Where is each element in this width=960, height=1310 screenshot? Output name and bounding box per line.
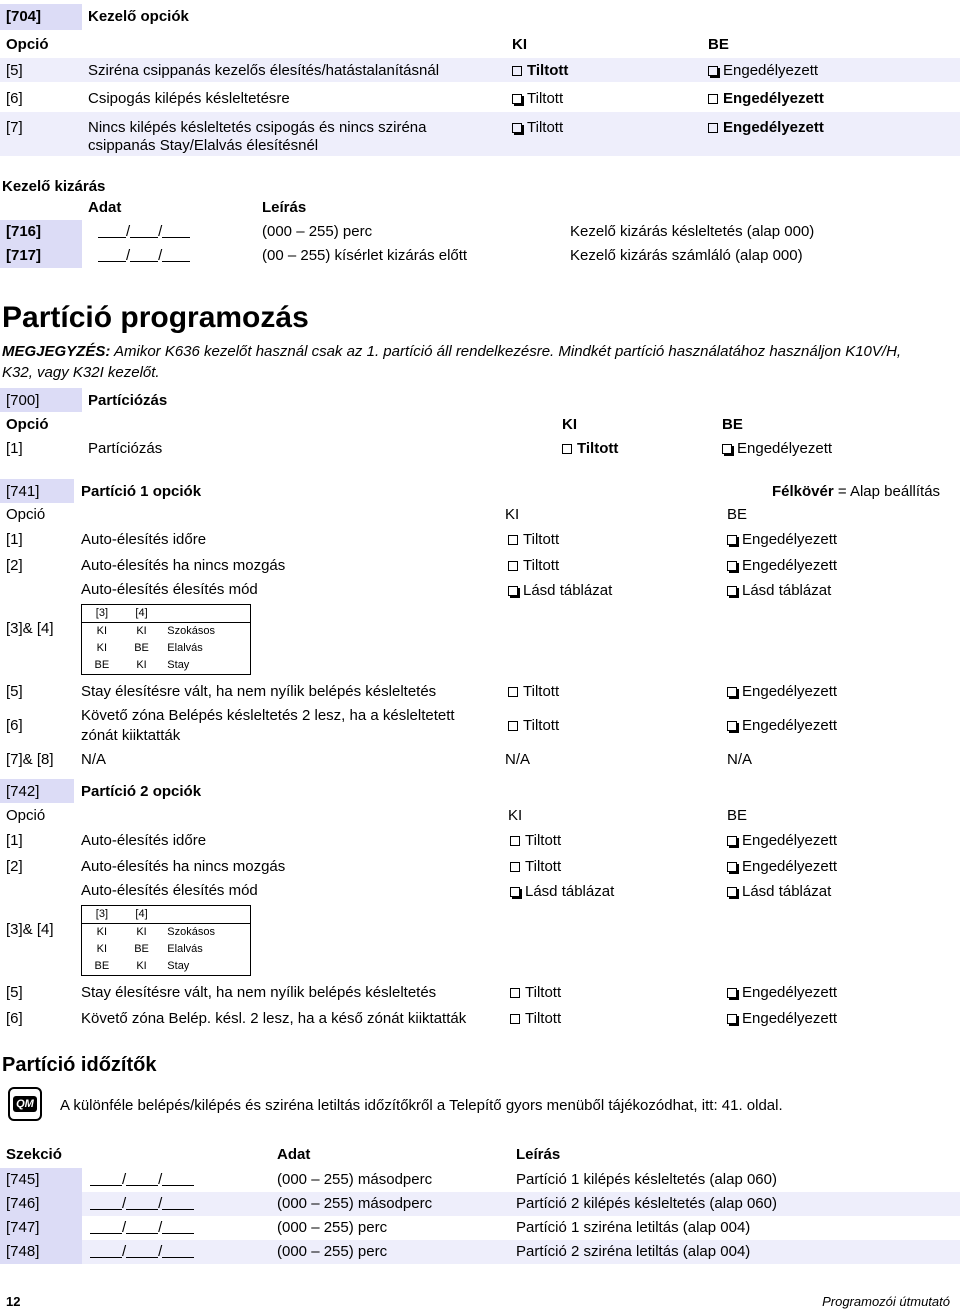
- row-code: [5]: [6, 984, 23, 1001]
- mode-cell: KI: [136, 960, 147, 972]
- row-desc: Követő zóna Belépés késleltetés 2 lesz, ha a késleltetett: [81, 707, 455, 724]
- row-code: [6]: [6, 717, 23, 734]
- col-be: BE: [727, 807, 748, 824]
- page-number: 12: [6, 1294, 21, 1309]
- mode-table-header: [3]: [82, 605, 122, 623]
- checkbox-icon: [727, 887, 737, 897]
- mode-label: Elalvás: [167, 943, 203, 955]
- mode-table: [81, 604, 251, 675]
- row-desc: Kezelő kizárás késleltetés (alap 000): [570, 223, 815, 240]
- col-ki: KI: [512, 36, 527, 53]
- row-desc: Követő zóna Belép. késl. 2 lesz, ha a késő zónát kiiktatták: [81, 1010, 467, 1027]
- option-be[interactable]: Lásd táblázat: [727, 883, 831, 901]
- mode-cell: KI: [136, 625, 147, 637]
- mode-cell: KI: [96, 926, 108, 938]
- data-entry-field[interactable]: / /: [90, 1195, 194, 1213]
- option-ki[interactable]: Tiltott: [510, 984, 561, 1002]
- section-title: Partíciózás: [88, 392, 168, 409]
- row-desc: Sziréna csippanás kezelős élesítés/hatástalanításnál: [88, 62, 440, 79]
- row-desc: Partíció 2 sziréna letiltás (alap 004): [516, 1243, 751, 1260]
- data-range: (000 – 255) perc: [277, 1219, 388, 1236]
- data-range: (00 – 255) kísérlet kizárás előtt: [262, 247, 468, 264]
- mode-table-header: [3]: [82, 906, 122, 924]
- checkbox-icon: [510, 988, 520, 998]
- row-code: [5]: [6, 62, 23, 79]
- checkbox-icon: [727, 586, 737, 596]
- section-code: [746]: [6, 1195, 40, 1212]
- col-option: Opció: [6, 506, 46, 523]
- data-entry-field[interactable]: / /: [98, 247, 190, 265]
- col-ki: KI: [505, 506, 520, 523]
- data-range: (000 – 255) másodperc: [277, 1171, 433, 1188]
- subsection-title: Kezelő kizárás: [2, 178, 106, 195]
- option-be[interactable]: Engedélyezett: [727, 683, 837, 701]
- option-be[interactable]: Engedélyezett: [708, 119, 824, 137]
- mode-label: Elalvás: [167, 642, 203, 654]
- col-option: Opció: [6, 416, 49, 433]
- col-option: Opció: [6, 36, 49, 53]
- checkbox-icon: [508, 687, 518, 697]
- mode-table: [81, 905, 251, 976]
- option-be[interactable]: Engedélyezett: [727, 832, 837, 850]
- option-ki[interactable]: Tiltott: [508, 717, 559, 735]
- checkbox-icon: [510, 862, 520, 872]
- row-desc: Partíció 1 kilépés késleltetés (alap 060): [516, 1171, 777, 1188]
- row-code: [1]: [6, 440, 23, 457]
- col-ki: KI: [508, 807, 523, 824]
- section-code: [747]: [6, 1219, 40, 1236]
- info-text: A különféle belépés/kilépés és sziréna letiltás időzítőkről a Telepítő gyors menüből tájékozódhat, itt: 41. oldal.: [60, 1097, 783, 1114]
- value-ki: N/A: [505, 751, 531, 768]
- row-code: [2]: [6, 858, 23, 875]
- data-range: (000 – 255) perc: [262, 223, 373, 240]
- mode-cell: BE: [134, 943, 149, 955]
- option-ki[interactable]: Tiltott: [510, 832, 561, 850]
- checkbox-icon: [708, 66, 718, 76]
- section-code: [742]: [6, 783, 40, 800]
- mode-cell: BE: [94, 960, 110, 972]
- note-cont: K32, vagy K32I kezelőt.: [2, 364, 160, 381]
- option-ki[interactable]: Tiltott: [562, 440, 618, 458]
- option-be[interactable]: Engedélyezett: [708, 62, 818, 80]
- data-entry-field[interactable]: / /: [90, 1219, 194, 1237]
- checkbox-icon: [508, 561, 518, 571]
- col-be: BE: [722, 416, 743, 433]
- page-heading: Partíció programozás: [2, 301, 309, 334]
- quick-menu-icon: QM: [8, 1087, 42, 1121]
- row-desc: Partíció 2 kilépés késleltetés (alap 060): [516, 1195, 777, 1212]
- legend: Félkövér = Alap beállítás: [772, 483, 941, 500]
- checkbox-icon: [510, 887, 520, 897]
- checkbox-icon: [727, 721, 737, 731]
- data-entry-field[interactable]: / /: [90, 1171, 194, 1189]
- section-code: [704]: [6, 8, 42, 25]
- row-desc: Auto-élesítés élesítés mód: [81, 882, 258, 899]
- row-desc: Auto-élesítés időre: [81, 531, 207, 548]
- checkbox-icon: [708, 123, 718, 133]
- row-desc: Nincs kilépés késleltetés csipogás és nincs sziréna: [88, 119, 427, 136]
- checkbox-icon: [727, 535, 737, 545]
- option-ki[interactable]: Tiltott: [508, 557, 559, 575]
- row-desc: N/A: [81, 751, 107, 768]
- section-title: Partíció 1 opciók: [81, 483, 202, 500]
- option-be[interactable]: Engedélyezett: [727, 858, 837, 876]
- section-code: [700]: [6, 392, 40, 409]
- row-code: [2]: [6, 557, 23, 574]
- option-be[interactable]: Engedélyezett: [727, 531, 837, 549]
- option-ki[interactable]: Tiltott: [512, 90, 563, 108]
- mode-cell: BE: [94, 659, 110, 671]
- option-be[interactable]: Engedélyezett: [727, 984, 837, 1002]
- section-code: [748]: [6, 1243, 40, 1260]
- checkbox-icon: [510, 836, 520, 846]
- col-section: Szekció: [6, 1146, 62, 1163]
- section-code: [716]: [6, 223, 42, 240]
- checkbox-icon: [727, 836, 737, 846]
- option-be[interactable]: Engedélyezett: [708, 90, 824, 108]
- row-code: [6]: [6, 90, 23, 107]
- checkbox-icon: [508, 586, 518, 596]
- col-ki: KI: [562, 416, 577, 433]
- col-option: Opció: [6, 807, 46, 824]
- data-range: (000 – 255) perc: [277, 1243, 388, 1260]
- option-ki[interactable]: Tiltott: [508, 683, 559, 701]
- mode-label: Szokásos: [161, 623, 250, 641]
- checkbox-icon: [708, 94, 718, 104]
- note: MEGJEGYZÉS: Amikor K636 kezelőt használ csak az 1. partíció áll rendelkezésre. Mindkét partíció használatához használjon K10V/H,: [2, 343, 902, 360]
- row-desc: Auto-élesítés időre: [81, 832, 207, 849]
- mode-label: Stay: [167, 960, 190, 972]
- row-desc: Partíciózás: [88, 440, 163, 457]
- footer-title: Programozói útmutató: [822, 1294, 950, 1309]
- row-desc: Partíció 1 sziréna letiltás (alap 004): [516, 1219, 751, 1236]
- row-desc: csippanás Stay/Elalvás élesítésnél: [88, 137, 319, 154]
- row-desc: Auto-élesítés ha nincs mozgás: [81, 858, 286, 875]
- mode-cell: BE: [134, 642, 149, 654]
- mode-cell: KI: [136, 926, 147, 938]
- mode-table-header: [4]: [122, 605, 162, 623]
- option-ki[interactable]: Lásd táblázat: [508, 582, 612, 600]
- section-code: [745]: [6, 1171, 40, 1188]
- row-code: [7]: [6, 119, 23, 136]
- value-be: N/A: [727, 751, 753, 768]
- option-ki[interactable]: Tiltott: [508, 531, 559, 549]
- checkbox-icon: [562, 444, 572, 454]
- col-data: Adat: [277, 1146, 311, 1163]
- checkbox-icon: [727, 862, 737, 872]
- row-code: [7]& [8]: [6, 751, 54, 768]
- col-be: BE: [727, 506, 748, 523]
- mode-cell: KI: [136, 659, 147, 671]
- checkbox-icon: [727, 1014, 737, 1024]
- row-code: [1]: [6, 531, 23, 548]
- data-range: (000 – 255) másodperc: [277, 1195, 433, 1212]
- section-code: [717]: [6, 247, 42, 264]
- checkbox-icon: [510, 1014, 520, 1024]
- checkbox-icon: [512, 66, 522, 76]
- checkbox-icon: [727, 561, 737, 571]
- checkbox-icon: [727, 988, 737, 998]
- row-desc: zónát kiiktatták: [81, 727, 181, 744]
- option-be[interactable]: Lásd táblázat: [727, 582, 831, 600]
- row-desc: Kezelő kizárás számláló (alap 000): [570, 247, 803, 264]
- section-code: [741]: [6, 483, 40, 500]
- row-desc: Stay élesítésre vált, ha nem nyílik belépés késleltetés: [81, 683, 437, 700]
- checkbox-icon: [508, 535, 518, 545]
- option-ki[interactable]: Tiltott: [510, 1010, 561, 1028]
- mode-label: Szokásos: [161, 924, 250, 942]
- checkbox-icon: [508, 721, 518, 731]
- option-be[interactable]: Engedélyezett: [727, 717, 837, 735]
- row-code: [3]& [4]: [6, 921, 54, 938]
- row-code: [5]: [6, 683, 23, 700]
- row-desc: Stay élesítésre vált, ha nem nyílik belépés késleltetés: [81, 984, 437, 1001]
- col-desc: Leírás: [516, 1146, 561, 1163]
- checkbox-icon: [727, 687, 737, 697]
- mode-cell: KI: [96, 625, 108, 637]
- option-be[interactable]: Engedélyezett: [727, 557, 837, 575]
- option-be[interactable]: Engedélyezett: [727, 1010, 837, 1028]
- option-ki[interactable]: Tiltott: [512, 62, 568, 80]
- row-desc: Auto-élesítés ha nincs mozgás: [81, 557, 286, 574]
- col-be: BE: [708, 36, 729, 53]
- row-code: [6]: [6, 1010, 23, 1027]
- mode-table-header: [4]: [122, 906, 162, 924]
- section-title: Partíció 2 opciók: [81, 783, 202, 800]
- checkbox-icon: [512, 123, 522, 133]
- mode-cell: KI: [96, 943, 108, 955]
- checkbox-icon: [722, 444, 732, 454]
- row-desc: Csipogás kilépés késleltetésre: [88, 90, 290, 107]
- data-entry-field[interactable]: / /: [90, 1243, 194, 1261]
- option-ki[interactable]: Tiltott: [510, 858, 561, 876]
- mode-label: Stay: [167, 659, 190, 671]
- section-title: Kezelő opciók: [88, 8, 189, 25]
- option-ki[interactable]: Tiltott: [512, 119, 563, 137]
- row-code: [3]& [4]: [6, 620, 54, 637]
- row-code: [1]: [6, 832, 23, 849]
- row-desc: Auto-élesítés élesítés mód: [81, 581, 258, 598]
- option-ki[interactable]: Lásd táblázat: [510, 883, 614, 901]
- mode-cell: KI: [96, 642, 108, 654]
- data-entry-field[interactable]: / /: [98, 223, 190, 241]
- col-data: Adat: [88, 199, 122, 216]
- col-desc: Leírás: [262, 199, 307, 216]
- checkbox-icon: [512, 94, 522, 104]
- section-heading: Partíció időzítők: [2, 1054, 157, 1076]
- option-be[interactable]: Engedélyezett: [722, 440, 832, 458]
